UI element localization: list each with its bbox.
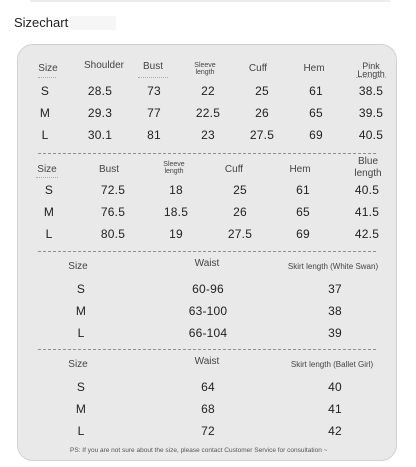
header-hem: Hem — [303, 63, 325, 74]
table-cell: 76.5 — [100, 205, 126, 219]
table-cell: 66-104 — [188, 326, 228, 340]
header-underline — [36, 177, 58, 178]
header-size: Size — [37, 164, 57, 175]
header-underline — [356, 77, 386, 78]
table-cell: 27.5 — [227, 227, 253, 241]
page-title: Sizechart — [14, 15, 69, 30]
title-placeholder-block — [70, 16, 116, 30]
table-cell: 42.5 — [354, 227, 380, 241]
table-cell: M — [43, 205, 55, 219]
header-size: Size — [68, 261, 88, 272]
table-cell: 65 — [296, 205, 310, 219]
table-cell: 77 — [147, 106, 161, 120]
table-cell: 60-96 — [192, 282, 224, 296]
table-cell: 80.5 — [100, 227, 126, 241]
section-divider — [38, 251, 376, 252]
table-cell: 26 — [233, 205, 247, 219]
table-cell: 40 — [328, 380, 342, 394]
table-cell: 41 — [328, 402, 342, 416]
table-cell: 25 — [255, 84, 269, 98]
table-cell: 26 — [255, 106, 269, 120]
section-divider — [38, 153, 376, 154]
size-chart-card — [17, 44, 397, 461]
table-cell: 19 — [169, 227, 183, 241]
table-cell: 38 — [328, 304, 342, 318]
table-cell: L — [45, 227, 53, 241]
header-waist: Waist — [194, 258, 220, 269]
table-cell: 29.3 — [87, 106, 113, 120]
table-cell: 18.5 — [163, 205, 189, 219]
top-divider — [30, 0, 390, 2]
table-cell: 39 — [328, 326, 342, 340]
table-cell: 42 — [328, 424, 342, 438]
table-cell: 37 — [328, 282, 342, 296]
table-cell: S — [44, 183, 54, 197]
header-shoulder: Shoulder — [83, 60, 125, 71]
header-sleeve-length: Sleeve length — [194, 62, 216, 76]
header-skirt-length-ballet-girl: Skirt length (Ballet Girl) — [290, 360, 374, 369]
header-underline — [138, 77, 168, 78]
table-cell: 22 — [201, 84, 215, 98]
table-cell: M — [75, 402, 87, 416]
table-cell: 64 — [201, 380, 215, 394]
table-cell: 18 — [169, 183, 183, 197]
footnote: PS: If you are not sure about the size, please contact Customer Service for consultation ~ — [70, 447, 328, 454]
table-cell: 61 — [309, 84, 323, 98]
table-cell: L — [41, 128, 49, 142]
table-cell: 63-100 — [188, 304, 228, 318]
table-cell: S — [76, 282, 86, 296]
header-sleeve-length: Sleeve length — [163, 161, 185, 175]
table-cell: 23 — [201, 128, 215, 142]
table-cell: L — [77, 424, 85, 438]
table-cell: 69 — [309, 128, 323, 142]
table-cell: 39.5 — [358, 106, 384, 120]
table-cell: 40.5 — [354, 183, 380, 197]
table-cell: 72.5 — [100, 183, 126, 197]
header-size: Size — [68, 359, 88, 370]
table-cell: 22.5 — [195, 106, 221, 120]
table-cell: 38.5 — [358, 84, 384, 98]
table-cell: 28.5 — [87, 84, 113, 98]
table-cell: 72 — [201, 424, 215, 438]
table-cell: 69 — [296, 227, 310, 241]
table-cell: 40.5 — [358, 128, 384, 142]
table-cell: M — [39, 106, 51, 120]
table-cell: 27.5 — [249, 128, 275, 142]
header-waist: Waist — [194, 356, 220, 367]
table-cell: 30.1 — [87, 128, 113, 142]
header-pink-length: Pink Length — [357, 61, 385, 79]
table-cell: S — [40, 84, 50, 98]
table-cell: 81 — [147, 128, 161, 142]
header-cuff: Cuff — [224, 164, 244, 175]
table-cell: 41.5 — [354, 205, 380, 219]
header-bust: Bust — [98, 164, 120, 175]
table-cell: M — [75, 304, 87, 318]
section-divider — [38, 349, 376, 350]
header-cuff: Cuff — [248, 63, 268, 74]
table-cell: S — [76, 380, 86, 394]
header-bust: Bust — [142, 61, 164, 72]
header-hem: Hem — [289, 164, 311, 175]
table-cell: 68 — [201, 402, 215, 416]
table-cell: 61 — [296, 183, 310, 197]
header-blue-length: Blue length — [354, 156, 382, 179]
table-cell: 65 — [309, 106, 323, 120]
table-cell: 73 — [147, 84, 161, 98]
header-underline — [38, 77, 56, 78]
header-size: Size — [38, 63, 58, 74]
table-cell: L — [77, 326, 85, 340]
header-skirt-length-white-swan: Skirt length (White Swan) — [287, 262, 379, 271]
table-cell: 25 — [233, 183, 247, 197]
